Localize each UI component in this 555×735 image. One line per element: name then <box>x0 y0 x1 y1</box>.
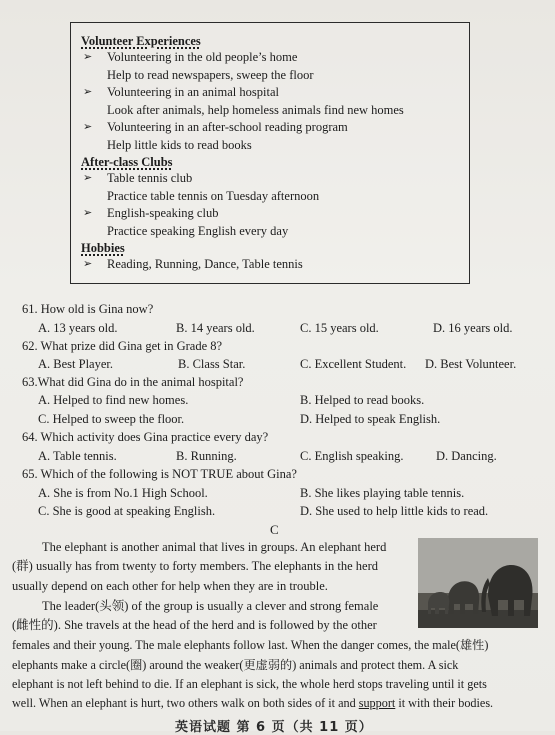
answer-option: A. 13 years old. <box>38 321 118 335</box>
list-item: ➢ Volunteering in the old people’s home <box>81 49 469 67</box>
list-item: ➢ Volunteering in an after-school reading program <box>81 119 469 137</box>
answer-option: D. Dancing. <box>436 449 497 463</box>
passage-line: The elephant is another animal that lives in groups. An elephant herd <box>42 540 387 554</box>
answer-option: C. English speaking. <box>300 449 404 463</box>
page-footer: 英语试题 第 6 页（共 11 页） <box>175 720 373 735</box>
passage-line: (雌性的). She travels at the head of the herd and is followed by the other <box>12 618 377 632</box>
answer-option: A. Table tennis. <box>38 449 117 463</box>
section-clubs <box>81 154 469 240</box>
answer-option: D. Best Volunteer. <box>425 357 517 371</box>
section-title: Hobbies <box>81 241 125 255</box>
question-stem: 61. How old is Gina now? <box>22 302 154 316</box>
arrow-bullet-icon: ➢ <box>83 172 93 184</box>
section-title: After-class Clubs <box>81 155 173 169</box>
answer-option: B. Running. <box>176 449 237 463</box>
question-stem: 65. Which of the following is NOT TRUE about Gina? <box>22 467 297 481</box>
answer-option: C. Excellent Student. <box>300 357 407 371</box>
arrow-bullet-icon: ➢ <box>83 86 93 98</box>
answer-option: D. She used to help little kids to read. <box>300 504 489 518</box>
list-item: ➢ English-speaking club <box>81 205 469 223</box>
elephant-photo-graphic <box>418 538 538 628</box>
elephant-herd-photo <box>418 538 538 628</box>
answer-option: B. She likes playing table tennis. <box>300 486 465 500</box>
passage-line: well. When an elephant is hurt, two others walk on both sides of it and support it with their bodies. <box>12 696 494 710</box>
passage-line: The leader(头领) of the group is usually a clever and strong female <box>42 599 379 613</box>
question-stem: 62. What prize did Gina get in Grade 8? <box>22 339 223 353</box>
item-detail: Help little kids to read books <box>107 137 252 152</box>
passage-line: females and their young. The male elephants follow last. When the danger comes, the male(雄性) <box>12 638 489 652</box>
section-volunteer <box>81 33 469 154</box>
passage-line: elephant is not left behind to die. If an elephant is sick, the whole herd stops traveling until it gets <box>12 677 487 691</box>
passage-line: elephants make a circle(圈) around the weaker(更虚弱的) animals and protect them. A sick <box>12 658 459 672</box>
list-item: ➢ Reading, Running, Dance, Table tennis <box>81 256 469 274</box>
passage-line: (群) usually has from twenty to forty members. The elephants in the herd <box>12 559 378 573</box>
section-hobbies <box>81 240 469 274</box>
underlined-word: support <box>358 696 396 710</box>
section-title: Volunteer Experiences <box>81 34 201 48</box>
item-detail: Help to read newspapers, sweep the floor <box>107 67 314 82</box>
arrow-bullet-icon: ➢ <box>83 51 93 63</box>
answer-option: B. 14 years old. <box>176 321 255 335</box>
answer-option: C. Helped to sweep the floor. <box>38 412 185 426</box>
answer-option: D. Helped to speak English. <box>300 412 441 426</box>
item-detail: Look after animals, help homeless animals find new homes <box>107 102 404 117</box>
answer-option: C. 15 years old. <box>300 321 379 335</box>
item-detail: Practice speaking English every day <box>107 223 289 238</box>
list-item: ➢ Volunteering in an animal hospital <box>81 84 469 102</box>
item-detail: Practice table tennis on Tuesday afternoon <box>107 188 320 203</box>
passage-line: usually depend on each other for help when they are in trouble. <box>12 579 328 593</box>
answer-option: B. Helped to read books. <box>300 393 425 407</box>
question-stem: 63.What did Gina do in the animal hospital? <box>22 375 244 389</box>
arrow-bullet-icon: ➢ <box>83 121 93 133</box>
section-heading: C <box>270 522 279 537</box>
answer-option: B. Class Star. <box>178 357 246 371</box>
list-item: ➢ Table tennis club <box>81 170 469 188</box>
question-stem: 64. Which activity does Gina practice every day? <box>22 430 269 444</box>
gina-profile-box <box>70 22 470 284</box>
answer-option: C. She is good at speaking English. <box>38 504 216 518</box>
arrow-bullet-icon: ➢ <box>83 207 93 219</box>
answer-option: A. Best Player. <box>38 357 113 371</box>
answer-option: A. She is from No.1 High School. <box>38 486 208 500</box>
answer-option: A. Helped to find new homes. <box>38 393 189 407</box>
answer-option: D. 16 years old. <box>433 321 513 335</box>
arrow-bullet-icon: ➢ <box>83 258 93 270</box>
